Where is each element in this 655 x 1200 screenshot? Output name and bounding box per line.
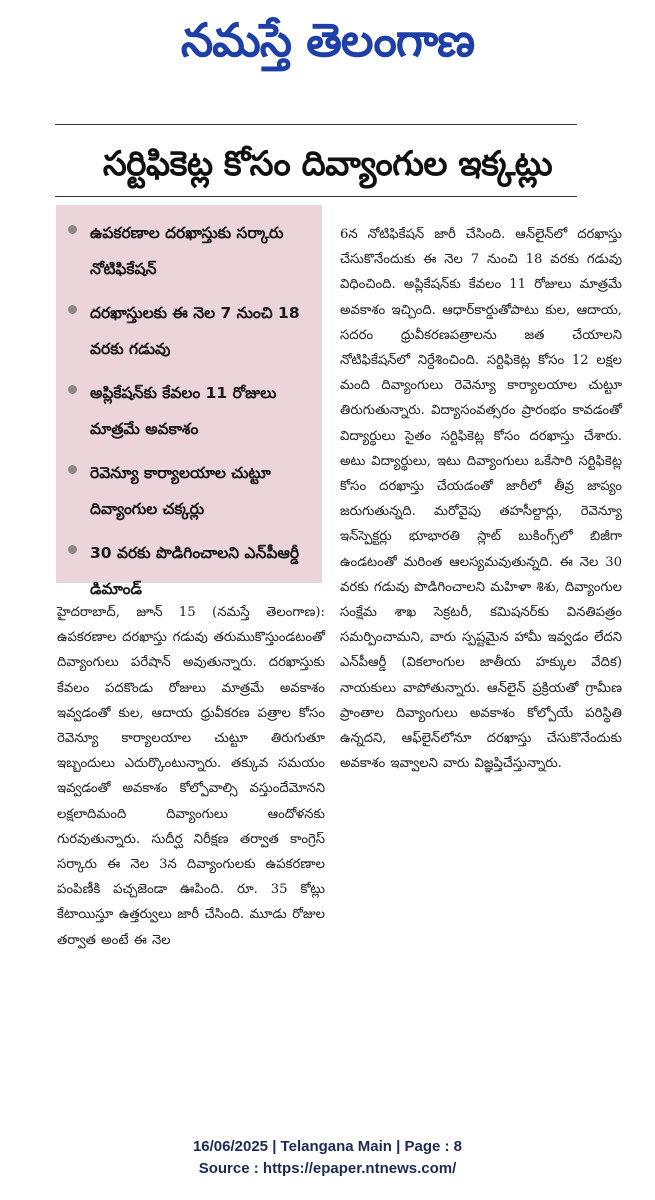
highlight-item bbox=[66, 375, 314, 447]
bullet-icon bbox=[68, 225, 77, 234]
bullet-icon bbox=[68, 465, 77, 474]
body-paragraph-left: హైదరాబాద్, జూన్ 15 (నమస్తే తెలంగాణ): ఉపకరణాల దరఖాస్తు గడువు తరుముకొస్తుండటంతో దివ్యాంగులు పరేషాన్ అవుతున్నారు. దరఖాస్తుకు కేవలం పదకొండు రోజులు మాత్రమే అవకాశం ఇవ్వడంతో కుల, ఆదాయ ధ్రువీకరణ పత్రాల కోసం రెవెన్యూ కార్యాలయాల చుట్టూ తిరుగుతూ ఇబ్బందులు ఎదుర్కొంటున్నారు. తక్కువ సమయం ఇవ్వడంతో అవకాశం కోల్పోవాల్సి వస్తుందేమోనని లక్షలాదిమంది దివ్యాంగులు ఆందోళనకు గురవుతున్నారు. సుదీర్ఘ నిరీక్షణ తర్వాత కాంగ్రెస్ సర్కారు ఈ నెల 3న దివ్యాంగులకు ఉపకరణాల పంపిణీకి పచ్చజెండా ఊపింది. రూ. 35 కోట్లు కేటాయిస్తూ ఉత్తర్వులు జారీ చేసింది. మూడు రోజుల తర్వాత అంటే ఈ నెల bbox=[57, 605, 325, 948]
headline-bottom-rule bbox=[55, 196, 577, 197]
highlight-text: అప్లికేషన్‌కు కేవలం 11 రోజులు మాత్రమే అవకాశం bbox=[90, 384, 277, 438]
highlight-item bbox=[66, 295, 314, 367]
bullet-icon bbox=[68, 305, 77, 314]
article-body-right-column bbox=[340, 222, 622, 776]
masthead bbox=[0, 8, 655, 72]
body-paragraph-right: 6న నోటిఫికేషన్ జారీ చేసింది. ఆన్‌లైన్‌లో దరఖాస్తు చేసుకొనేందుకు ఈ నెల 7 నుంచి 18 వరకు గడువు విధించింది. అప్లికేషన్‌కు కేవలం 11 రోజులు మాత్రమే అవకాశం ఇచ్చింది. ఆధార్‌కార్డుతోపాటు కుల, ఆదాయ, సదరం ధ్రువీకరణపత్రాలను జత చేయాలని నోటిఫికేషన్‌లో నిర్దేశించింది. సర్టిఫికెట్ల కోసం 12 లక్షల మంది దివ్యాంగులు రెవెన్యూ కార్యాలయాల చుట్టూ తిరుగుతున్నారు. విద్యాసంవత్సరం ప్రారంభం కావడంతో విద్యార్థులు సైతం సర్టిఫికెట్ల కోసం దరఖాస్తు చేశారు. అటు విద్యార్థులు, ఇటు దివ్యాంగులు ఒకేసారి సర్టిఫికెట్ల కోసం దరఖాస్తు చేయడంతో జారీలో తీవ్ర జాప్యం జరుగుతున్నది. మరోవైపు తహసీల్దార్లు, రెవెన్యూ ఇన్‌స్పెక్టర్లు భూభారతి స్లాట్ బుకింగ్స్‌లో బిజీగా ఉండటంతో మరింత ఆలస్యమవుతున్నది. ఈ నెల 30 వరకు గడువు పొడిగించాలని మహిళా శిశు, దివ్యాంగుల సంక్షేమ శాఖ సెక్రటరీ, కమిషనర్‌కు వినతిపత్రం సమర్పించామని, వారు స్పష్టమైన హామీ ఇవ్వడం లేదని ఎన్‌పీఆర్డీ (వికలాంగుల జాతీయ హక్కుల వేదిక) నాయకులు వాపోతున్నారు. ఆన్‌లైన్ ప్రక్రియతో గ్రామీణ ప్రాంతాల దివ్యాంగులు అవకాశం కోల్పోయే పరిస్థితి ఉన్నదని, ఆఫ్‌లైన్‌లోనూ దరఖాస్తు చేసుకొనేందుకు అవకాశం ఇవ్వాలని వారు విజ్ఞప్తిచేస్తున్నారు. bbox=[340, 227, 622, 772]
article-body-left-column bbox=[57, 600, 325, 953]
highlight-item bbox=[66, 215, 314, 287]
highlight-text: 30 వరకు పొడిగించాలని ఎన్‌పీఆర్డీ డిమాండ్ bbox=[90, 544, 300, 598]
article-headline bbox=[30, 136, 625, 192]
highlight-text: రెవెన్యూ కార్యాలయాల చుట్టూ దివ్యాంగుల చక్కర్లు bbox=[90, 464, 271, 518]
masthead-title: నమస్తే తెలంగాణ bbox=[180, 13, 475, 67]
bullet-icon bbox=[68, 385, 77, 394]
highlight-item bbox=[66, 455, 314, 527]
highlight-text: దరఖాస్తులకు ఈ నెల 7 నుంచి 18 వరకు గడువు bbox=[90, 304, 300, 358]
headline-top-rule bbox=[55, 124, 577, 125]
footer-edition-line: 16/06/2025 | Telangana Main | Page : 8 bbox=[192, 1138, 463, 1155]
footer-source-line: Source : https://epaper.ntnews.com/ bbox=[198, 1160, 457, 1177]
headline-text: సర్టిఫికెట్ల కోసం దివ్యాంగుల ఇక్కట్లు bbox=[102, 144, 553, 184]
highlight-text: ఉపకరణాల దరఖాస్తుకు సర్కారు నోటిఫికేషన్ bbox=[90, 224, 284, 278]
bullet-icon bbox=[68, 545, 77, 554]
highlights-box bbox=[56, 205, 322, 598]
highlight-item bbox=[66, 535, 314, 607]
